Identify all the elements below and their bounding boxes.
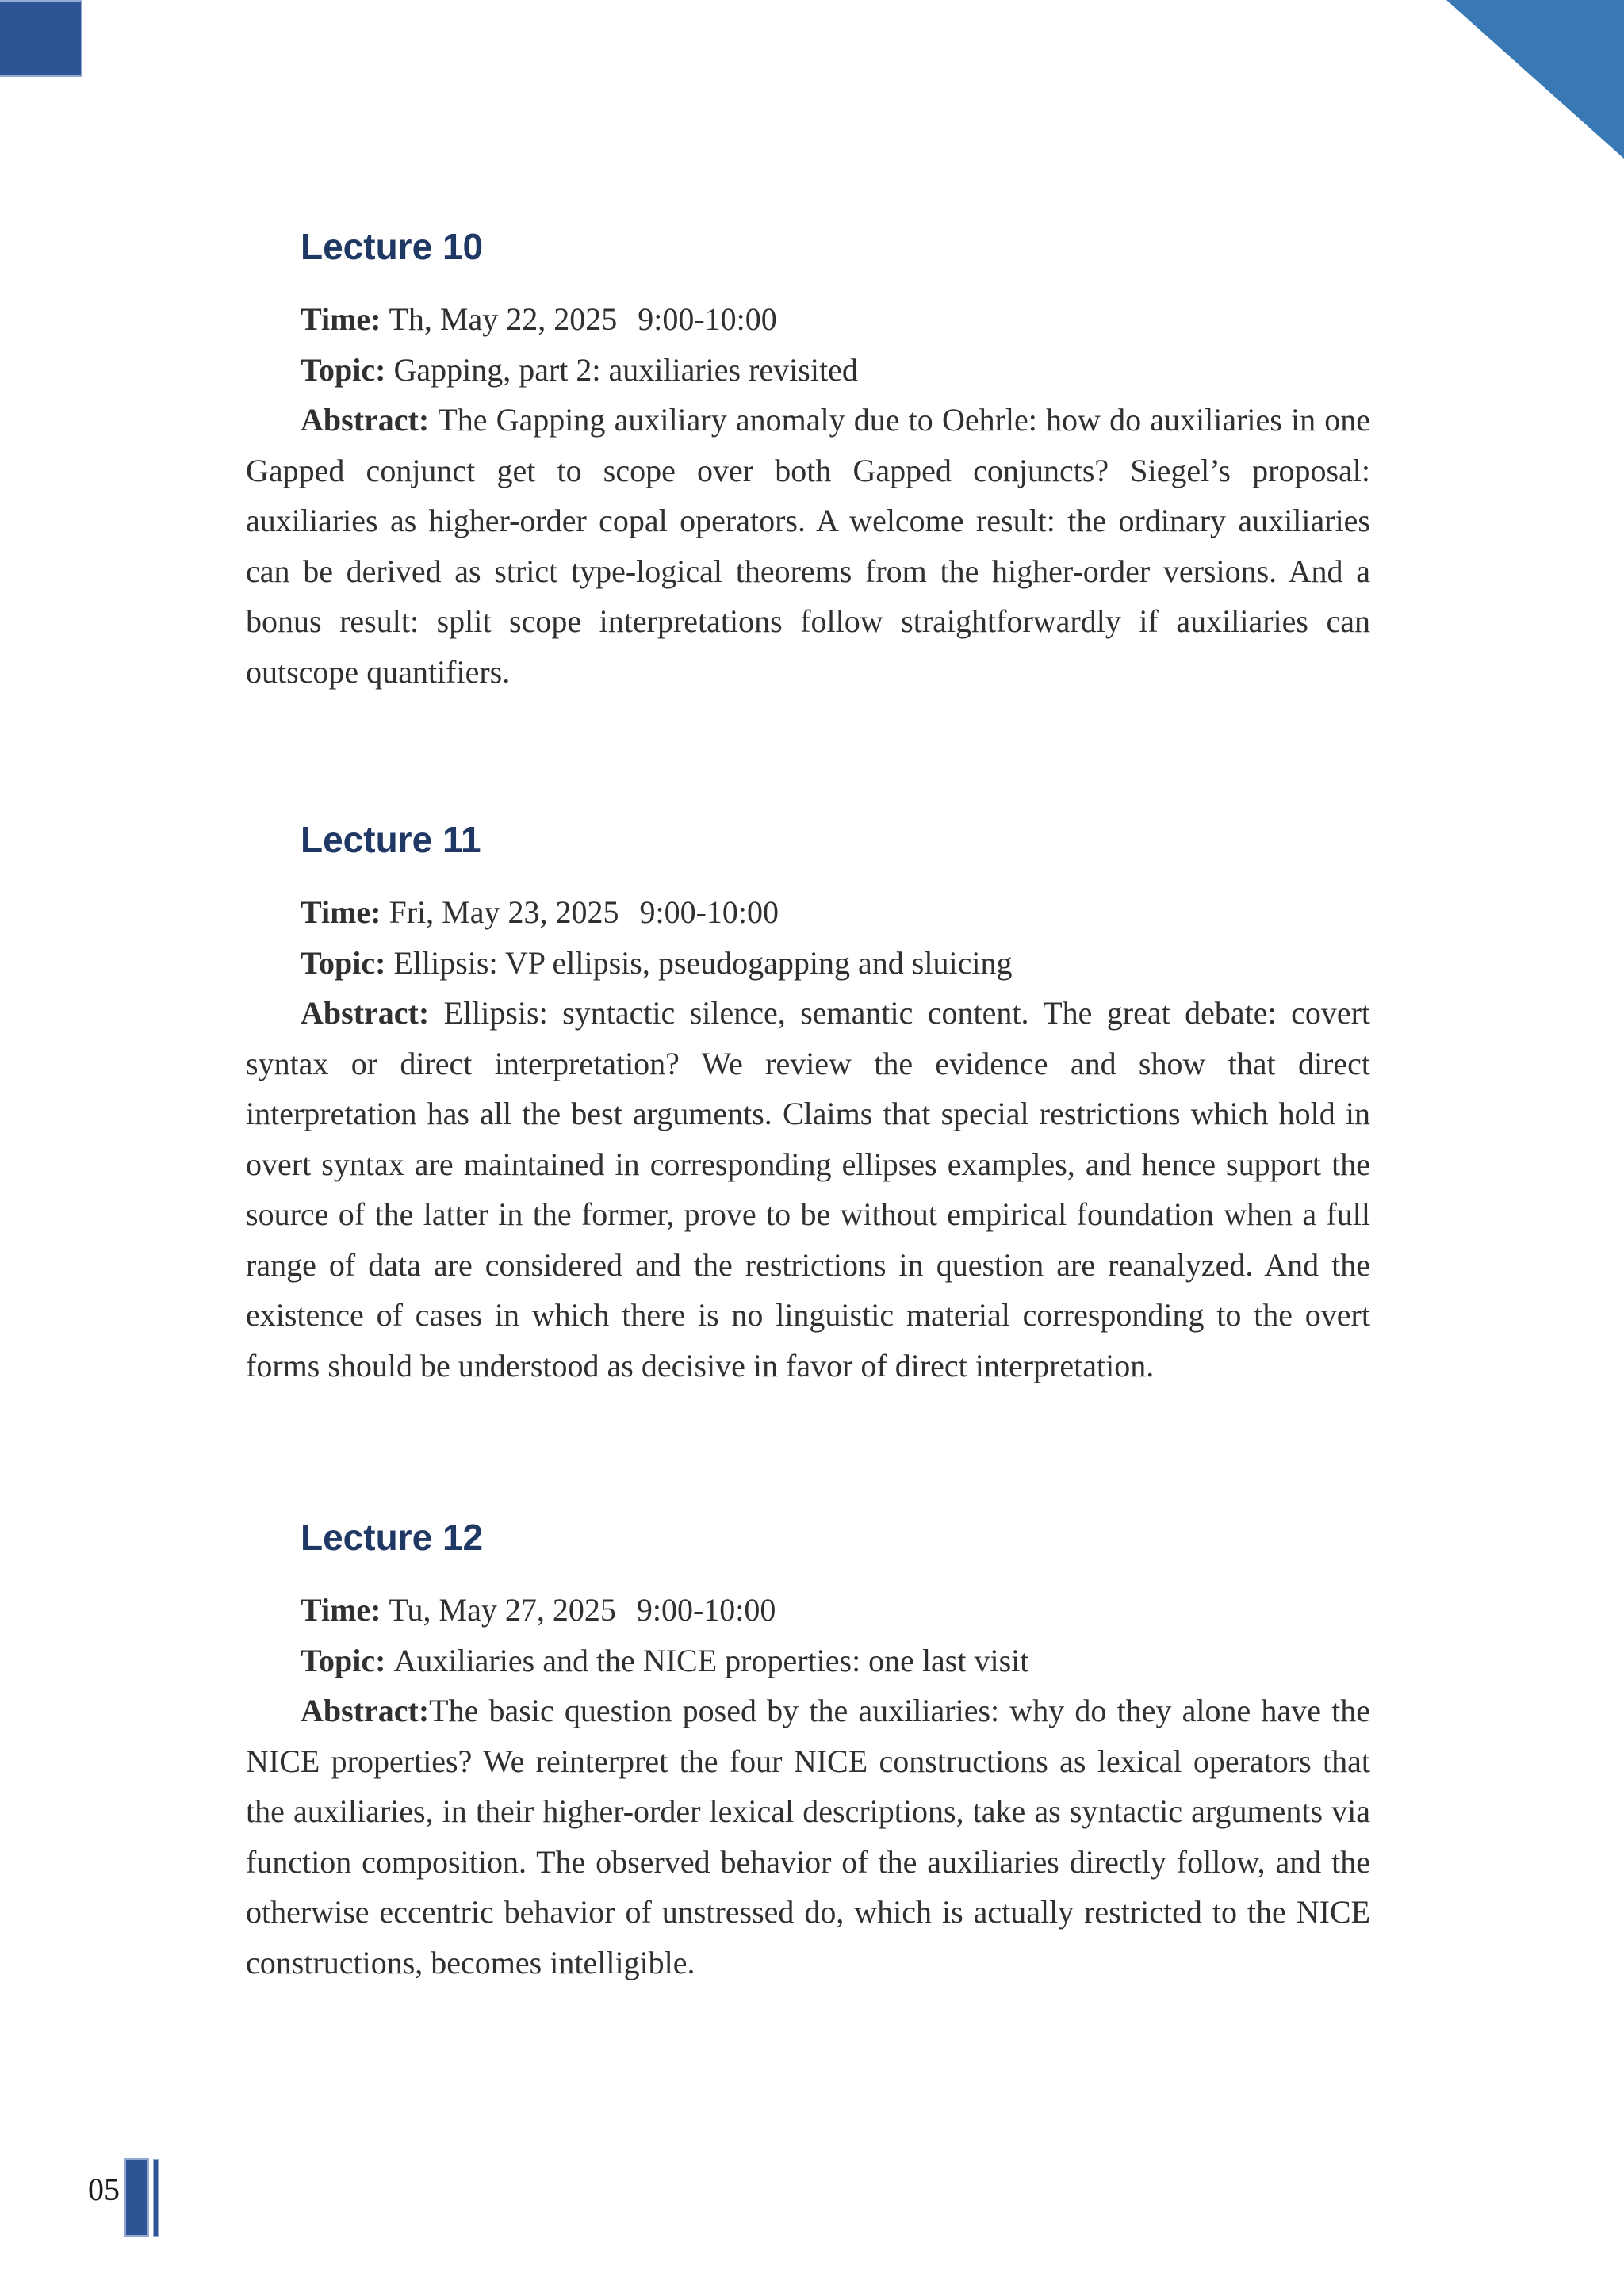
abstract-text: Ellipsis: syntactic silence, semantic content. The great debate: covert syntax or direct interpretation? We review the evidence and show that direct interpretation has all the best arguments. Claims that special restrictions which hold in overt syntax are maintained in corresponding ellipses examples, and hence support the source of the latter in the former, prove to be without empirical foundation when a full range of data are considered and the restrictions in question are reanalyzed. And the existence of cases in which there is no linguistic material corresponding to the overt forms should be understood as decisive in favor of direct interpretation.	[246, 995, 1371, 1383]
topic-text: Gapping, part 2: auxiliaries revisited	[393, 351, 858, 388]
footer-block-decoration	[0, 0, 82, 77]
lecture-title: Lecture 12	[301, 1517, 484, 1558]
time-range: 9:00-10:00	[636, 1592, 776, 1628]
lecture-time-line	[246, 1585, 1370, 1636]
footer-bar-decoration	[124, 2158, 149, 2237]
topic-text: Auxiliaries and the NICE properties: one last visit	[393, 1642, 1029, 1678]
lecture-section-10	[246, 224, 1370, 697]
abstract-label: Abstract:	[301, 995, 444, 1031]
time-date: Th, May 22, 2025	[389, 301, 618, 337]
lecture-abstract	[246, 1686, 1370, 1988]
page-number: 05	[88, 2172, 120, 2207]
lecture-topic-line	[246, 938, 1370, 989]
lecture-abstract	[246, 988, 1370, 1391]
lecture-abstract	[246, 395, 1370, 697]
time-label: Time:	[301, 301, 389, 337]
lecture-time-line	[246, 887, 1370, 938]
lecture-section-11	[246, 817, 1370, 1391]
topic-text: Ellipsis: VP ellipsis, pseudogapping and sluicing	[393, 944, 1013, 981]
abstract-text: The basic question posed by the auxiliaries: why do they alone have the NICE properties? We reinterpret the four NICE constructions as lexical operators that the auxiliaries, in their higher-order lexical descriptions, take as syntactic arguments via function composition. The observed behavior of the auxiliaries directly follow, and the otherwise eccentric behavior of unstressed do, which is actually restricted to the NICE constructions, becomes intelligible.	[246, 1693, 1370, 1980]
corner-triangle-decoration	[1446, 0, 1624, 159]
topic-label: Topic:	[301, 1642, 394, 1678]
time-label: Time:	[301, 1592, 389, 1628]
lecture-title: Lecture 11	[301, 819, 481, 860]
footer-thin-bar-decoration	[153, 2159, 159, 2237]
lecture-section-12	[246, 1515, 1370, 1988]
lecture-title: Lecture 10	[301, 226, 484, 267]
abstract-label: Abstract:	[301, 402, 439, 438]
lecture-time-line	[246, 294, 1370, 345]
time-date: Tu, May 27, 2025	[389, 1592, 616, 1628]
time-range: 9:00-10:00	[639, 894, 779, 930]
lecture-topic-line	[246, 345, 1370, 396]
topic-label: Topic:	[301, 944, 394, 981]
abstract-text: The Gapping auxiliary anomaly due to Oehrle: how do auxiliaries in one Gapped conjunct get to scope over both Gapped conjuncts? Siegel’s proposal: auxiliaries as higher-order copal operators. A welcome result: the ordinary auxiliaries can be derived as strict type-logical theorems from the higher-order versions. And a bonus result: split scope interpretations follow straightforwardly if auxiliaries can outscope quantifiers.	[246, 402, 1370, 690]
time-label: Time:	[301, 894, 389, 930]
topic-label: Topic:	[301, 351, 394, 388]
lecture-topic-line	[246, 1636, 1370, 1686]
time-date: Fri, May 23, 2025	[389, 894, 619, 930]
page-content	[246, 224, 1370, 1988]
abstract-label: Abstract:	[301, 1693, 430, 1728]
time-range: 9:00-10:00	[638, 301, 777, 337]
